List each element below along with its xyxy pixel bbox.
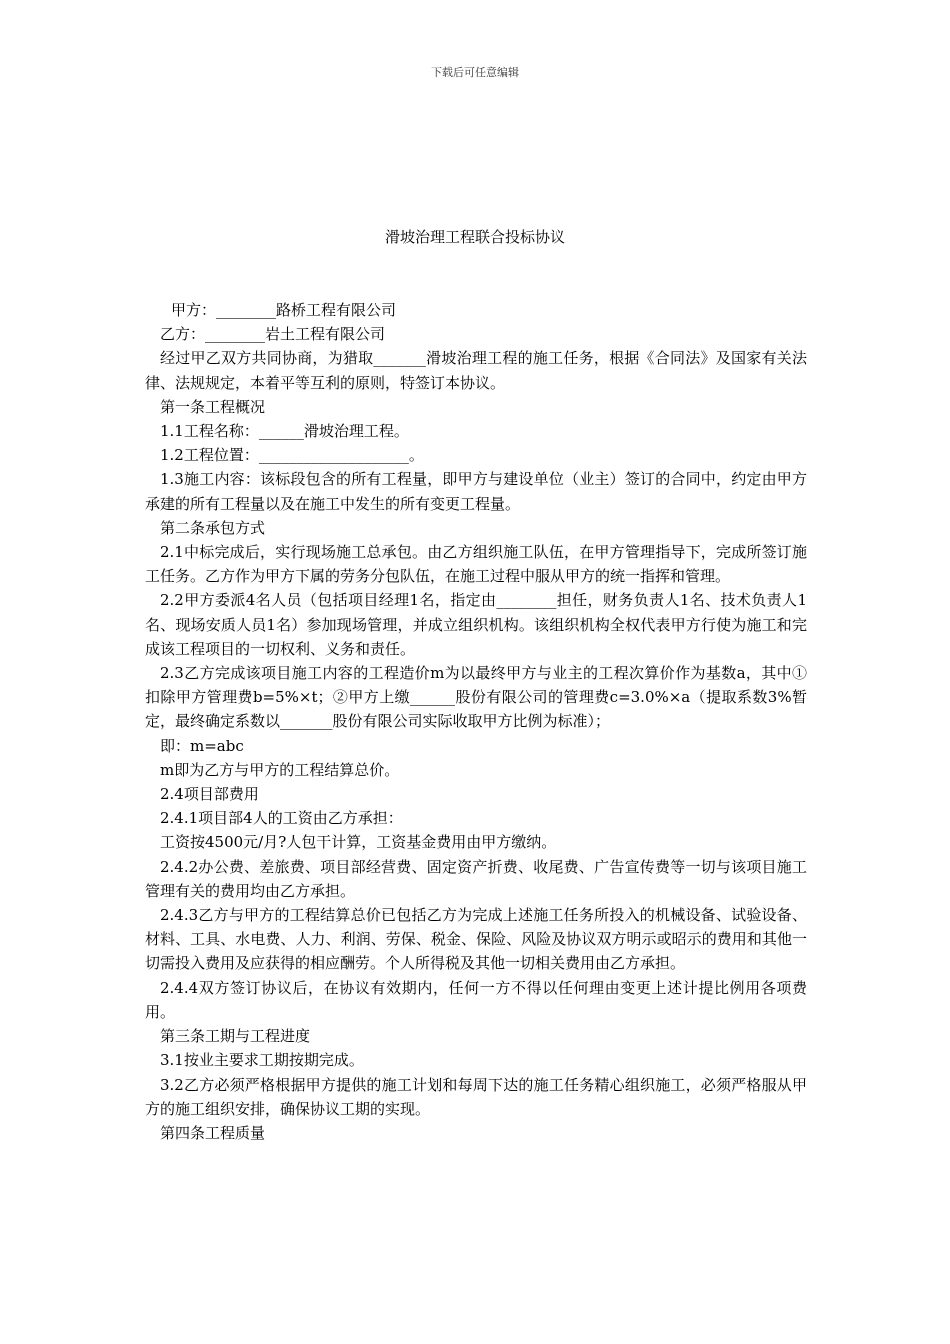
clause-1-1: 1.1工程名称：______滑坡治理工程。 — [160, 422, 409, 441]
document-title: 滑坡治理工程联合投标协议 — [384, 228, 565, 246]
clause-2-2: 2.2甲方委派4名人员（包括项目经理1名，指定由________担任，财务负责人1名、技术负责人1名、现场安质人员1名）参加现场管理，并成立组织机构。该组织机构全权代表甲方行使为施工和完成该工程项目的一切权利、义务和责任。 — [145, 591, 807, 658]
clause-1-2: 1.2工程位置：____________________。 — [160, 446, 424, 465]
clause-2-1: 2.1中标完成后，实行现场施工总承包。由乙方组织施工队伍，在甲方管理指导下，完成所签订施工任务。乙方作为甲方下属的劳务分包队伍，在施工过程中服从甲方的统一指挥和管理。 — [145, 543, 807, 586]
clause-3-1: 3.1按业主要求工期按期完成。 — [160, 1051, 364, 1070]
preamble-paragraph: 经过甲乙双方共同协商，为猎取_______滑坡治理工程的施工任务，根据《合同法》及国家有关法律、法规规定，本着平等互利的原则，特签订本协议。 — [145, 349, 807, 392]
party-b-line: 乙方：________岩土工程有限公司 — [160, 325, 386, 344]
article-2-heading: 第二条承包方式 — [160, 518, 266, 537]
clause-2-3: 2.3乙方完成该项目施工内容的工程造价m为以最终甲方与业主的工程次算价作为基数a，其中①扣除甲方管理费b=5%×t；②甲方上缴______股份有限公司的管理费c=3.0%×a（提取系数3%暂定，最终确定系数以_______股份有限公司实际收取甲方比例为标准）； — [145, 664, 807, 731]
clause-2-4-4: 2.4.4双方签订协议后，在协议有效期内，任何一方不得以任何理由变更上述计提比例用各项费用。 — [145, 978, 807, 1021]
clause-2-4-1: 2.4.1项目部4人的工资由乙方承担： — [160, 809, 403, 828]
clause-2-4: 2.4项目部费用 — [160, 785, 259, 804]
article-4-heading: 第四条工程质量 — [160, 1123, 266, 1142]
clause-2-4-2: 2.4.2办公费、差旅费、项目部经营费、固定资产折费、收尾费、广告宣传费等一切与该项目施工管理有关的费用均由乙方承担。 — [145, 857, 807, 900]
clause-1-3: 1.3施工内容：该标段包含的所有工程量，即甲方与建设单位（业主）签订的合同中，约定由甲方承建的所有工程量以及在施工中发生的所有变更工程量。 — [145, 470, 807, 513]
salary-line: 工资按4500元/月?人包干计算，工资基金费用由甲方缴纳。 — [160, 833, 557, 852]
document-body — [145, 298, 807, 1145]
formula-line: 即：m=abc — [160, 736, 244, 755]
clause-3-2: 3.2乙方必须严格根据甲方提供的施工计划和每周下达的施工任务精心组织施工，必须严格服从甲方的施工组织安排，确保协议工期的实现。 — [145, 1075, 807, 1118]
formula-explanation: m即为乙方与甲方的工程结算总价。 — [160, 760, 400, 779]
header-note: 下载后可任意编辑 — [431, 66, 519, 79]
clause-2-4-3: 2.4.3乙方与甲方的工程结算总价已包括乙方为完成上述施工任务所投入的机械设备、试验设备、材料、工具、水电费、人力、利润、劳保、税金、保险、风险及协议双方明示或昭示的费用和其他一切需投入费用及应获得的相应酬劳。个人所得税及其他一切相关费用由乙方承担。 — [145, 906, 807, 973]
article-1-heading: 第一条工程概况 — [160, 397, 266, 416]
party-a-line: 甲方：________路桥工程有限公司 — [171, 301, 397, 319]
article-3-heading: 第三条工期与工程进度 — [160, 1027, 311, 1046]
